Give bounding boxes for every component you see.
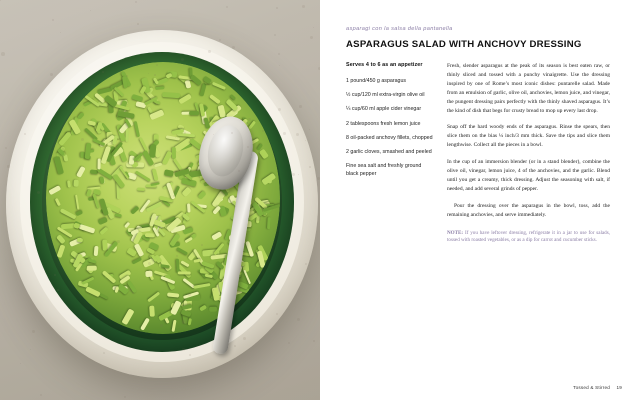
recipe-kicker: asparagi con la salsa della pantanella (346, 26, 453, 32)
recipe-columns (346, 62, 610, 245)
list-item: 8 oil-packed anchovy fillets, chopped (346, 134, 433, 141)
list-item: 2 tablespoons fresh lemon juice (346, 120, 421, 127)
list-item: 2 garlic cloves, smashed and peeled (346, 149, 432, 156)
note-label: NOTE: (447, 229, 464, 236)
step-paragraph: Pour the dressing over the asparagus in the bowl, toss, add the remaining anchovies, and serve immediately. (447, 202, 610, 218)
page-number: 19 (616, 385, 622, 390)
recipe-note (447, 230, 610, 246)
ingredients-column (346, 62, 434, 245)
list-item: 1 pound/450 g asparagus (346, 78, 407, 84)
page-title: ASPARAGUS SALAD WITH ANCHOVY DRESSING (346, 39, 582, 50)
list-item: Fine sea salt and freshly ground black pepper (346, 163, 422, 178)
headnote-paragraph: Fresh, slender asparagus at the peak of its season is best eaten raw, or thinly sliced and tossed with a punchy vinaigrette. Use the dressing inspired by one of Rome’s most iconic dishes: puntarelle salad. Made from an emulsion of garlic, olive oil, anchovies, lemon juice, and vinegar, the pungent dressing pairs perfectly with the thinly shaved asparagus. It’s the kind of dish that begs for crusty bread to mop up every last drop. (447, 63, 610, 114)
step-paragraph: Snap off the hard woody ends of the asparagus. Rinse the spears, then slice them on the bias ¼ inch/3 mm thick. Save the tips and slice them lengthwise. Collect all the pieces in a bowl. (447, 124, 610, 149)
note-text: If you have leftover dressing, refrigerate it in a jar to use for salads, tossed with roasted vegetables, or as a dip for carrot and cucumber sticks. (447, 229, 610, 244)
list-item: ¼ cup/60 ml apple cider vinegar (346, 106, 422, 113)
step-paragraph: In the cup of an immersion blender (or in a stand blender), combine the olive oil, vinegar, lemon juice, 4 of the anchovies, and the garlic. Blend until you get a creamy, thick dressing. Adjust the seasoning with salt, if needed, and add several grinds of pepper. (447, 159, 610, 192)
footer-section: Tossed & Stirred (573, 385, 610, 390)
serving-size: Serves 4 to 6 as an appetizer (346, 62, 423, 68)
instructions-column (447, 62, 610, 245)
page-footer (573, 385, 622, 390)
list-item: ½ cup/120 ml extra-virgin olive oil (346, 92, 425, 99)
recipe-page (320, 0, 640, 400)
